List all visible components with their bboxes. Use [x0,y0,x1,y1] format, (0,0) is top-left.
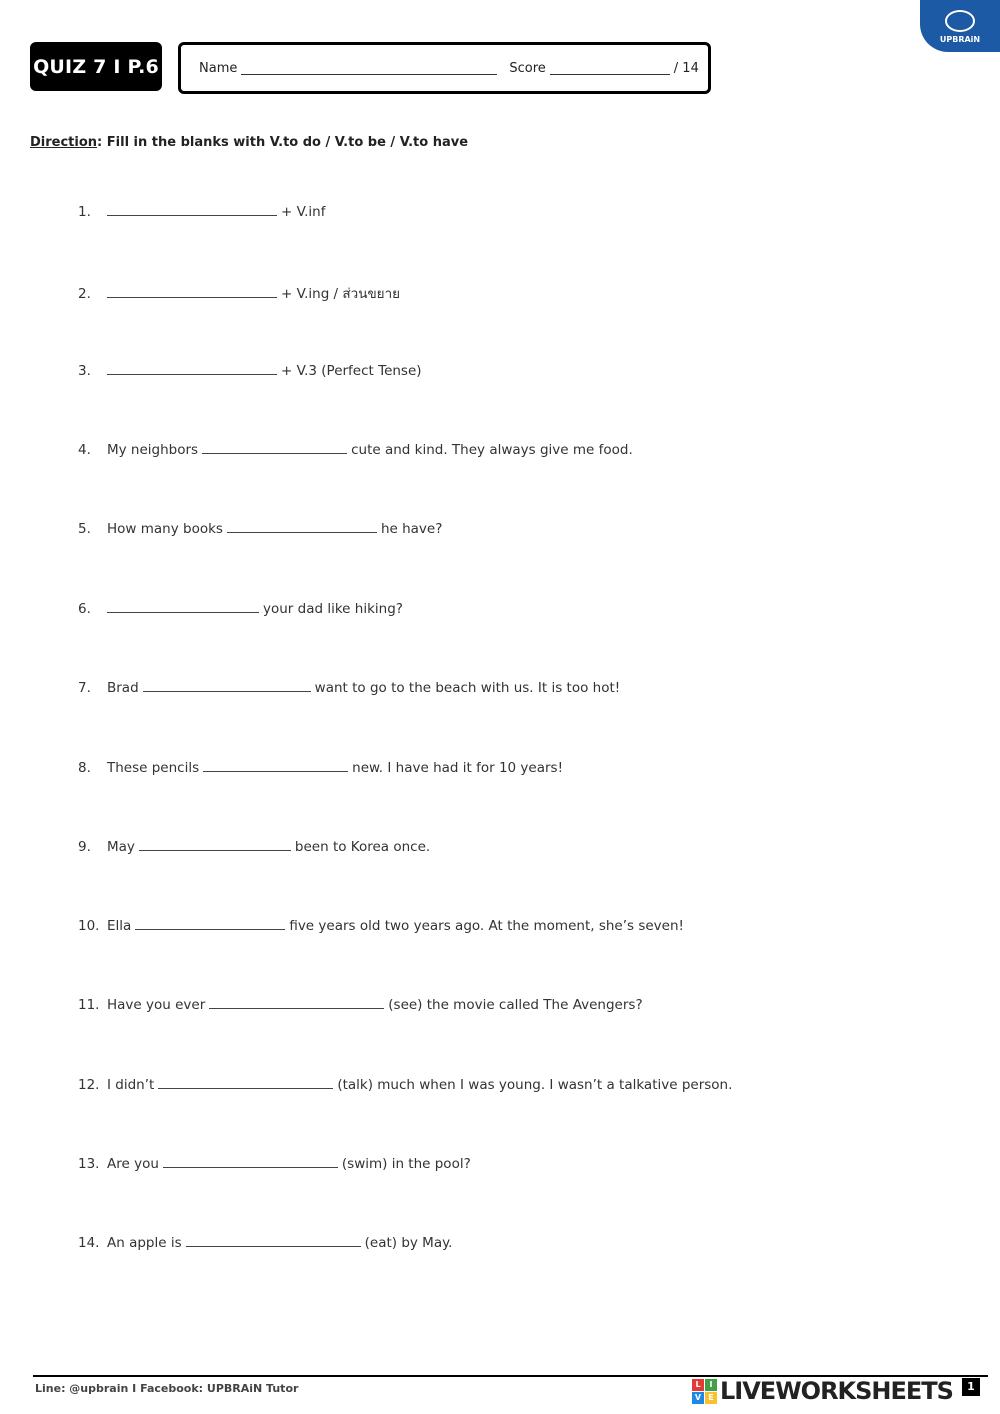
question-text: Ella [107,918,132,934]
question-number: 6. [78,601,91,617]
answer-blank[interactable] [158,1076,333,1089]
globe-icon [945,10,975,32]
question-text: (talk) much when I was young. I wasn’t a talkative person. [337,1077,733,1093]
footer-contact: Line: @upbrain I Facebook: UPBRAiN Tutor [35,1382,299,1395]
question-number: 11. [78,997,100,1013]
liveworksheets-logo [692,1377,953,1405]
question-number: 12. [78,1077,100,1093]
question-text: cute and kind. They always give me food. [351,442,633,458]
logo-letter: V [692,1392,704,1404]
question-text: My neighbors [107,442,199,458]
score-total: / 14 [673,60,699,76]
question-6 [78,600,403,617]
page-number: 1 [962,1378,980,1396]
answer-blank[interactable] [209,996,384,1009]
logo-letter: E [705,1392,717,1404]
question-number: 7. [78,680,91,696]
question-text: Have you ever [107,997,206,1013]
question-7 [78,679,620,696]
question-14 [78,1234,452,1251]
question-3 [78,362,422,379]
upbrain-logo [920,0,1000,52]
question-13 [78,1155,471,1172]
question-10 [78,917,684,934]
question-text: An apple is [107,1235,182,1251]
direction-label: Direction [30,135,98,150]
direction [30,135,468,150]
question-4 [78,441,633,458]
logo-brand: UPBRAiN [939,35,981,44]
question-number: 5. [78,521,91,537]
answer-blank[interactable] [203,759,348,772]
question-number: 3. [78,363,91,379]
question-number: 14. [78,1235,100,1251]
name-label: Name [199,60,238,76]
question-text: new. I have had it for 10 years! [352,760,563,776]
question-11 [78,996,643,1013]
question-text: I didn’t [107,1077,155,1093]
question-text: five years old two years ago. At the moment, she’s seven! [289,918,684,934]
question-8 [78,759,563,776]
score-label: Score [509,60,546,76]
question-text: he have? [380,521,443,537]
answer-blank[interactable] [163,1155,338,1168]
quiz-title: QUIZ 7 I P.6 [30,42,162,91]
question-text: Brad [107,680,139,696]
question-text: Are you [107,1156,159,1172]
logo-letter: L [692,1379,704,1391]
logo-letter: I [705,1379,717,1391]
answer-blank[interactable] [202,441,347,454]
score-field[interactable] [550,61,670,75]
liveworksheets-wordmark: LIVEWORKSHEETS [720,1377,953,1405]
question-number: 2. [78,286,91,302]
question-2 [78,282,400,304]
answer-blank[interactable] [143,679,311,692]
answer-blank[interactable] [107,285,277,298]
question-number: 4. [78,442,91,458]
question-9 [78,838,430,855]
question-number: 9. [78,839,91,855]
answer-blank[interactable] [107,362,277,375]
question-text: (see) the movie called The Avengers? [388,997,643,1013]
name-field[interactable] [241,61,497,75]
question-text: been to Korea once. [294,839,431,855]
answer-blank[interactable] [107,600,259,613]
question-text: + V.inf [281,204,326,220]
question-12 [78,1076,732,1093]
answer-blank[interactable] [139,838,291,851]
question-text: + V.ing / ส่วนขยาย [281,286,401,302]
question-text: (eat) by May. [364,1235,453,1251]
answer-blank[interactable] [227,520,377,533]
question-number: 10. [78,918,100,934]
question-number: 8. [78,760,91,776]
direction-text: : Fill in the blanks with V.to do / V.to be / V.to have [97,135,469,150]
question-text: These pencils [107,760,200,776]
question-1 [78,203,325,220]
question-text: (swim) in the pool? [341,1156,471,1172]
answer-blank[interactable] [135,917,285,930]
question-text: your dad like hiking? [263,601,403,617]
question-text: + V.3 (Perfect Tense) [281,363,422,379]
question-number: 13. [78,1156,100,1172]
question-text: How many books [107,521,223,537]
answer-blank[interactable] [107,203,277,216]
answer-blank[interactable] [186,1234,361,1247]
question-text: May [107,839,135,855]
name-score-box [178,42,711,94]
question-number: 1. [78,204,91,220]
question-5 [78,520,442,537]
question-text: want to go to the beach with us. It is too hot! [314,680,621,696]
